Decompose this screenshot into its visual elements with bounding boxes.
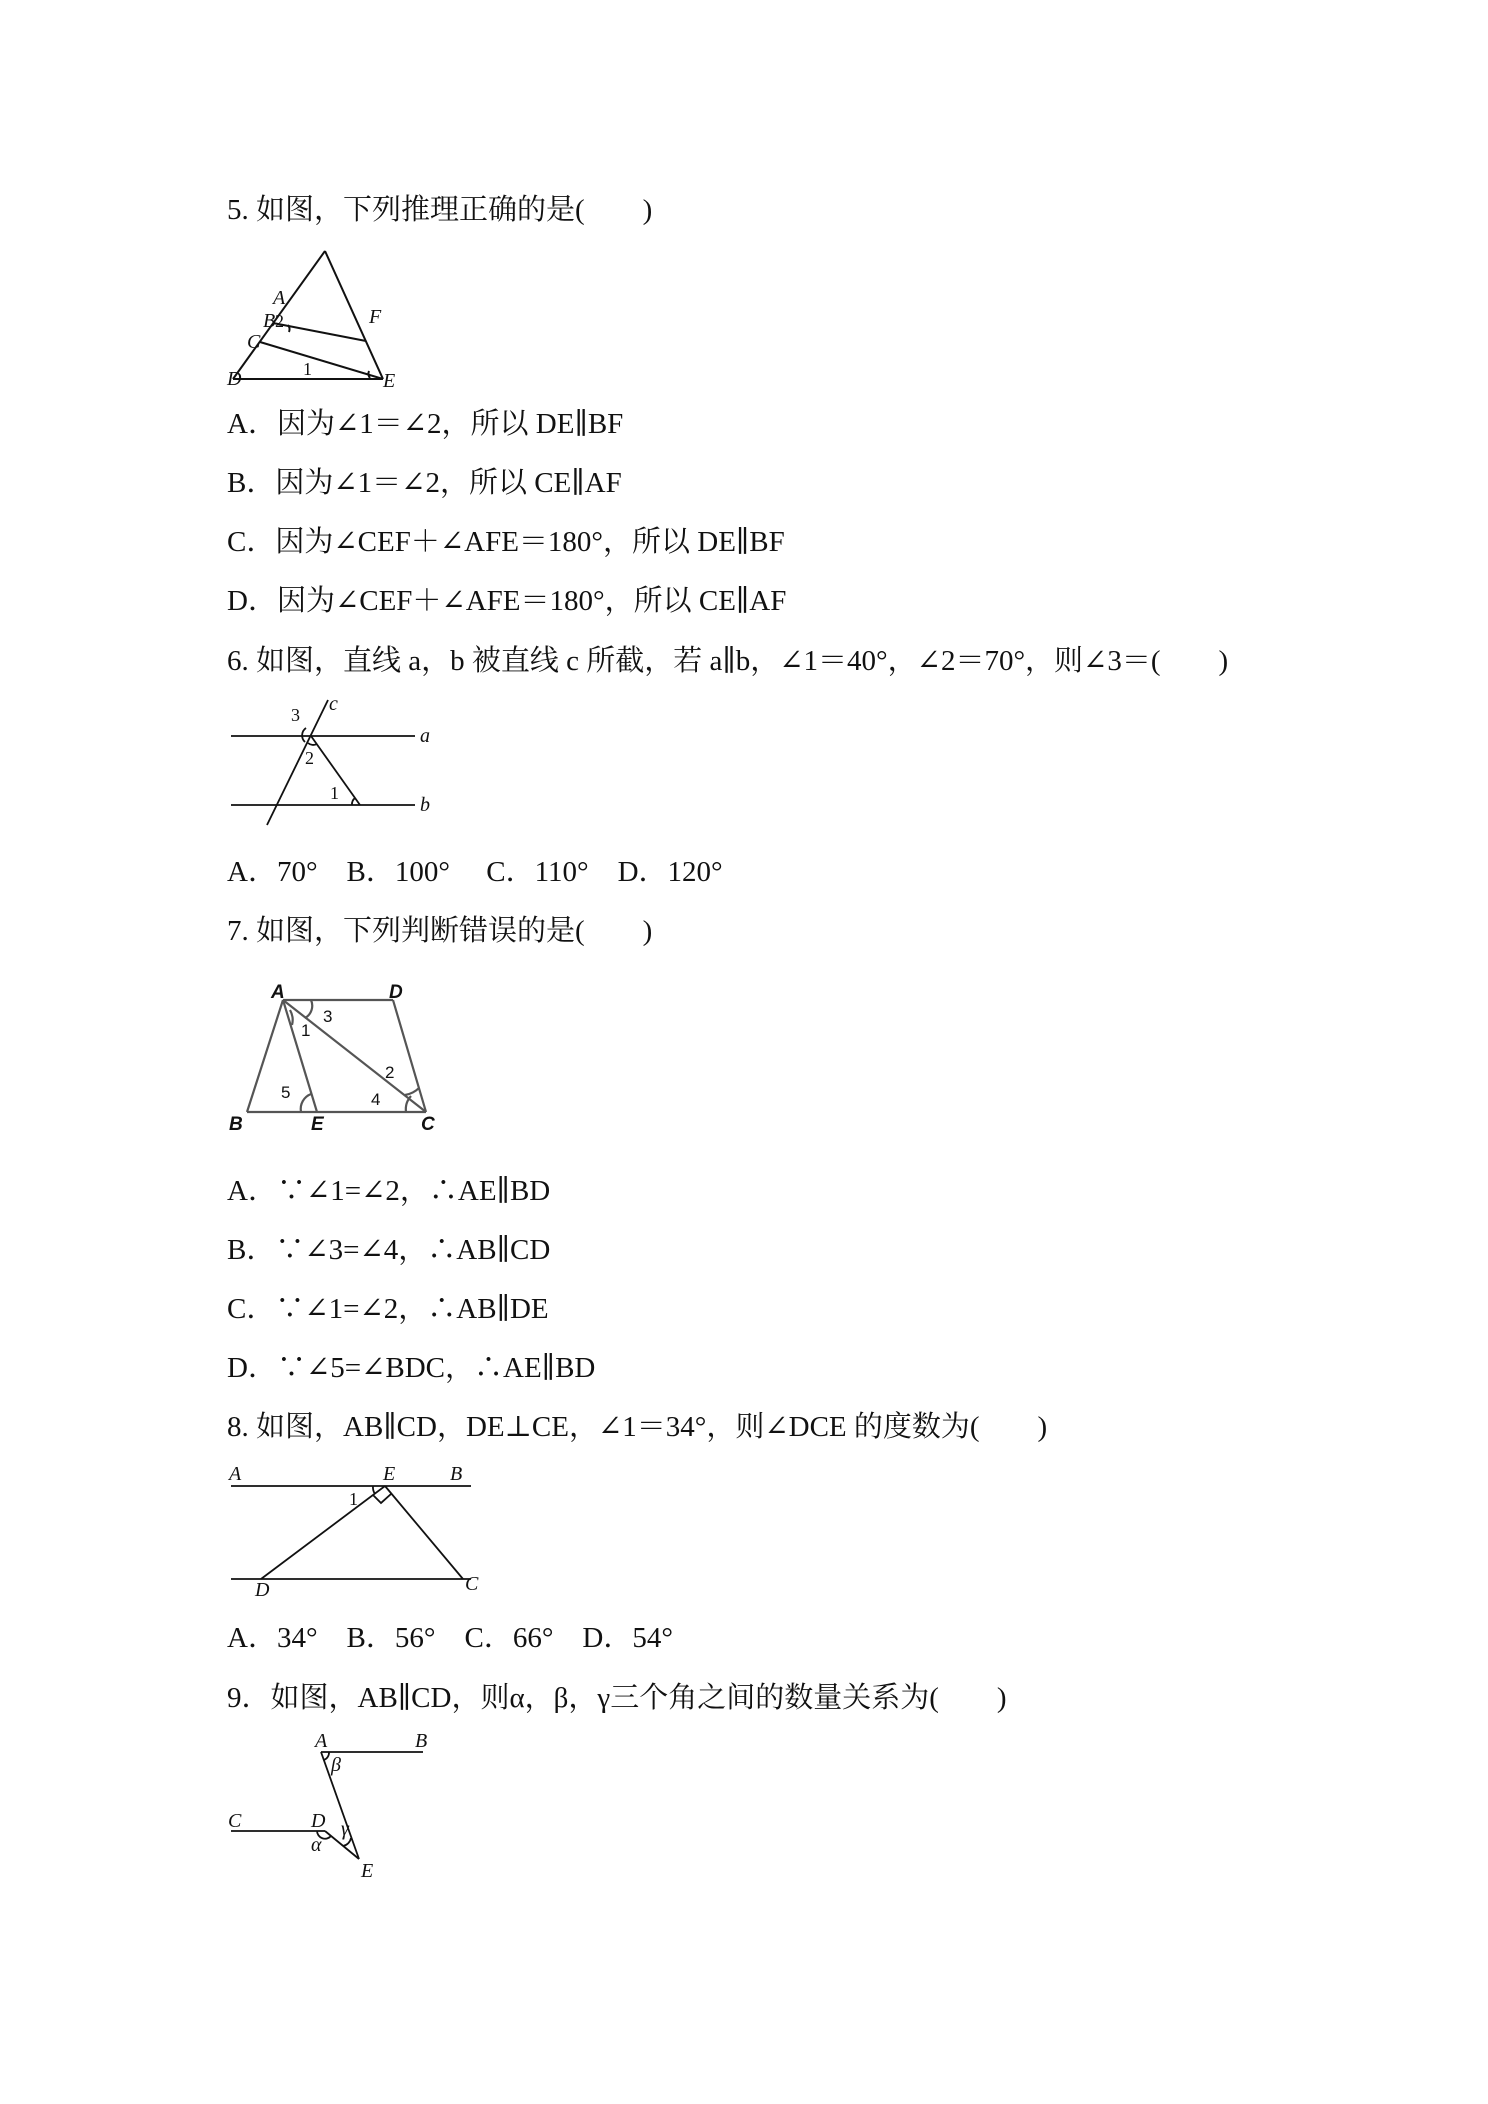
q5-label-e: E [383, 370, 396, 392]
question-8-options: A．34° B．56° C．66° D．54° [227, 1622, 673, 1654]
q8-angle-1-label: 1 [349, 1489, 358, 1509]
q5-label-f: F [369, 306, 382, 328]
q5-label-b: B [263, 310, 276, 332]
q6-label-a: a [420, 725, 430, 747]
q9-angle-gamma-label: γ [341, 1818, 349, 1840]
question-5-option-b: B．因为∠1＝∠2，所以 CE∥AF [227, 467, 622, 499]
question-5-option-c: C．因为∠CEF＋∠AFE＝180°，所以 DE∥BF [227, 526, 785, 558]
q7-angle-5-label: 5 [281, 1083, 291, 1102]
q9-angle-alpha-label: α [311, 1834, 322, 1856]
question-9-figure [225, 1729, 445, 1882]
question-7-option-d: D．∵∠5=∠BDC，∴AE∥BD [227, 1352, 596, 1384]
q7-angle-4-label: 4 [371, 1090, 381, 1109]
question-5-figure [225, 245, 415, 395]
q7-label-b: B [229, 1114, 243, 1135]
q7-angle-1-label: 1 [301, 1021, 311, 1040]
q5-label-a: A [273, 287, 286, 309]
q7-label-a: A [271, 982, 285, 1003]
q7-angle-2-label: 2 [385, 1063, 395, 1082]
question-7-option-b: B．∵∠3=∠4，∴AB∥CD [227, 1234, 551, 1266]
q9-label-b: B [415, 1730, 428, 1752]
q8-label-b: B [450, 1463, 463, 1485]
question-8-stem: 8. 如图，AB∥CD，DE⊥CE，∠1＝34°，则∠DCE 的度数为( ) [227, 1411, 1048, 1443]
q9-label-c: C [228, 1810, 242, 1832]
q5-label-d: D [227, 368, 242, 390]
question-5-option-d: D．因为∠CEF＋∠AFE＝180°，所以 CE∥AF [227, 585, 787, 617]
q7-angle-3-label: 3 [323, 1007, 333, 1026]
q8-label-c: C [465, 1573, 479, 1595]
q6-angle-2-label: 2 [305, 748, 314, 768]
question-5-option-a: A．因为∠1＝∠2，所以 DE∥BF [227, 408, 624, 440]
q6-angle-3-label: 3 [291, 705, 300, 725]
q9-label-d: D [311, 1810, 326, 1832]
q9-label-a: A [315, 1730, 328, 1752]
question-8-figure [225, 1458, 495, 1601]
question-6-figure [225, 692, 455, 832]
q5-angle-2-label: 2 [275, 311, 284, 331]
q7-label-e: E [311, 1114, 324, 1135]
q8-label-d: D [255, 1579, 270, 1601]
question-7-option-a: A．∵∠1=∠2，∴AE∥BD [227, 1175, 551, 1207]
question-5-stem: 5. 如图，下列推理正确的是( ) [227, 194, 653, 226]
q7-label-c: C [421, 1114, 435, 1135]
q5-angle-1-label: 1 [303, 359, 312, 379]
question-7-option-c: C．∵∠1=∠2，∴AB∥DE [227, 1293, 549, 1325]
q8-label-a: A [229, 1463, 242, 1485]
q5-label-c: C [247, 331, 261, 353]
question-7-figure [225, 978, 455, 1138]
q8-label-e: E [383, 1463, 396, 1485]
question-6-options: A．70° B．100° C．110° D．120° [227, 856, 723, 888]
q9-label-e: E [361, 1860, 374, 1882]
question-6-stem: 6. 如图，直线 a，b 被直线 c 所截，若 a∥b，∠1＝40°，∠2＝70°，则∠3＝( ) [227, 645, 1229, 677]
q7-label-d: D [389, 982, 403, 1003]
q6-label-c: c [329, 693, 338, 715]
q6-label-b: b [420, 794, 430, 816]
q6-angle-1-label: 1 [330, 783, 339, 803]
question-9-stem: 9．如图，AB∥CD，则α，β，γ三个角之间的数量关系为( ) [227, 1682, 1007, 1714]
question-7-stem: 7. 如图，下列判断错误的是( ) [227, 915, 653, 947]
q9-angle-beta-label: β [331, 1754, 341, 1776]
